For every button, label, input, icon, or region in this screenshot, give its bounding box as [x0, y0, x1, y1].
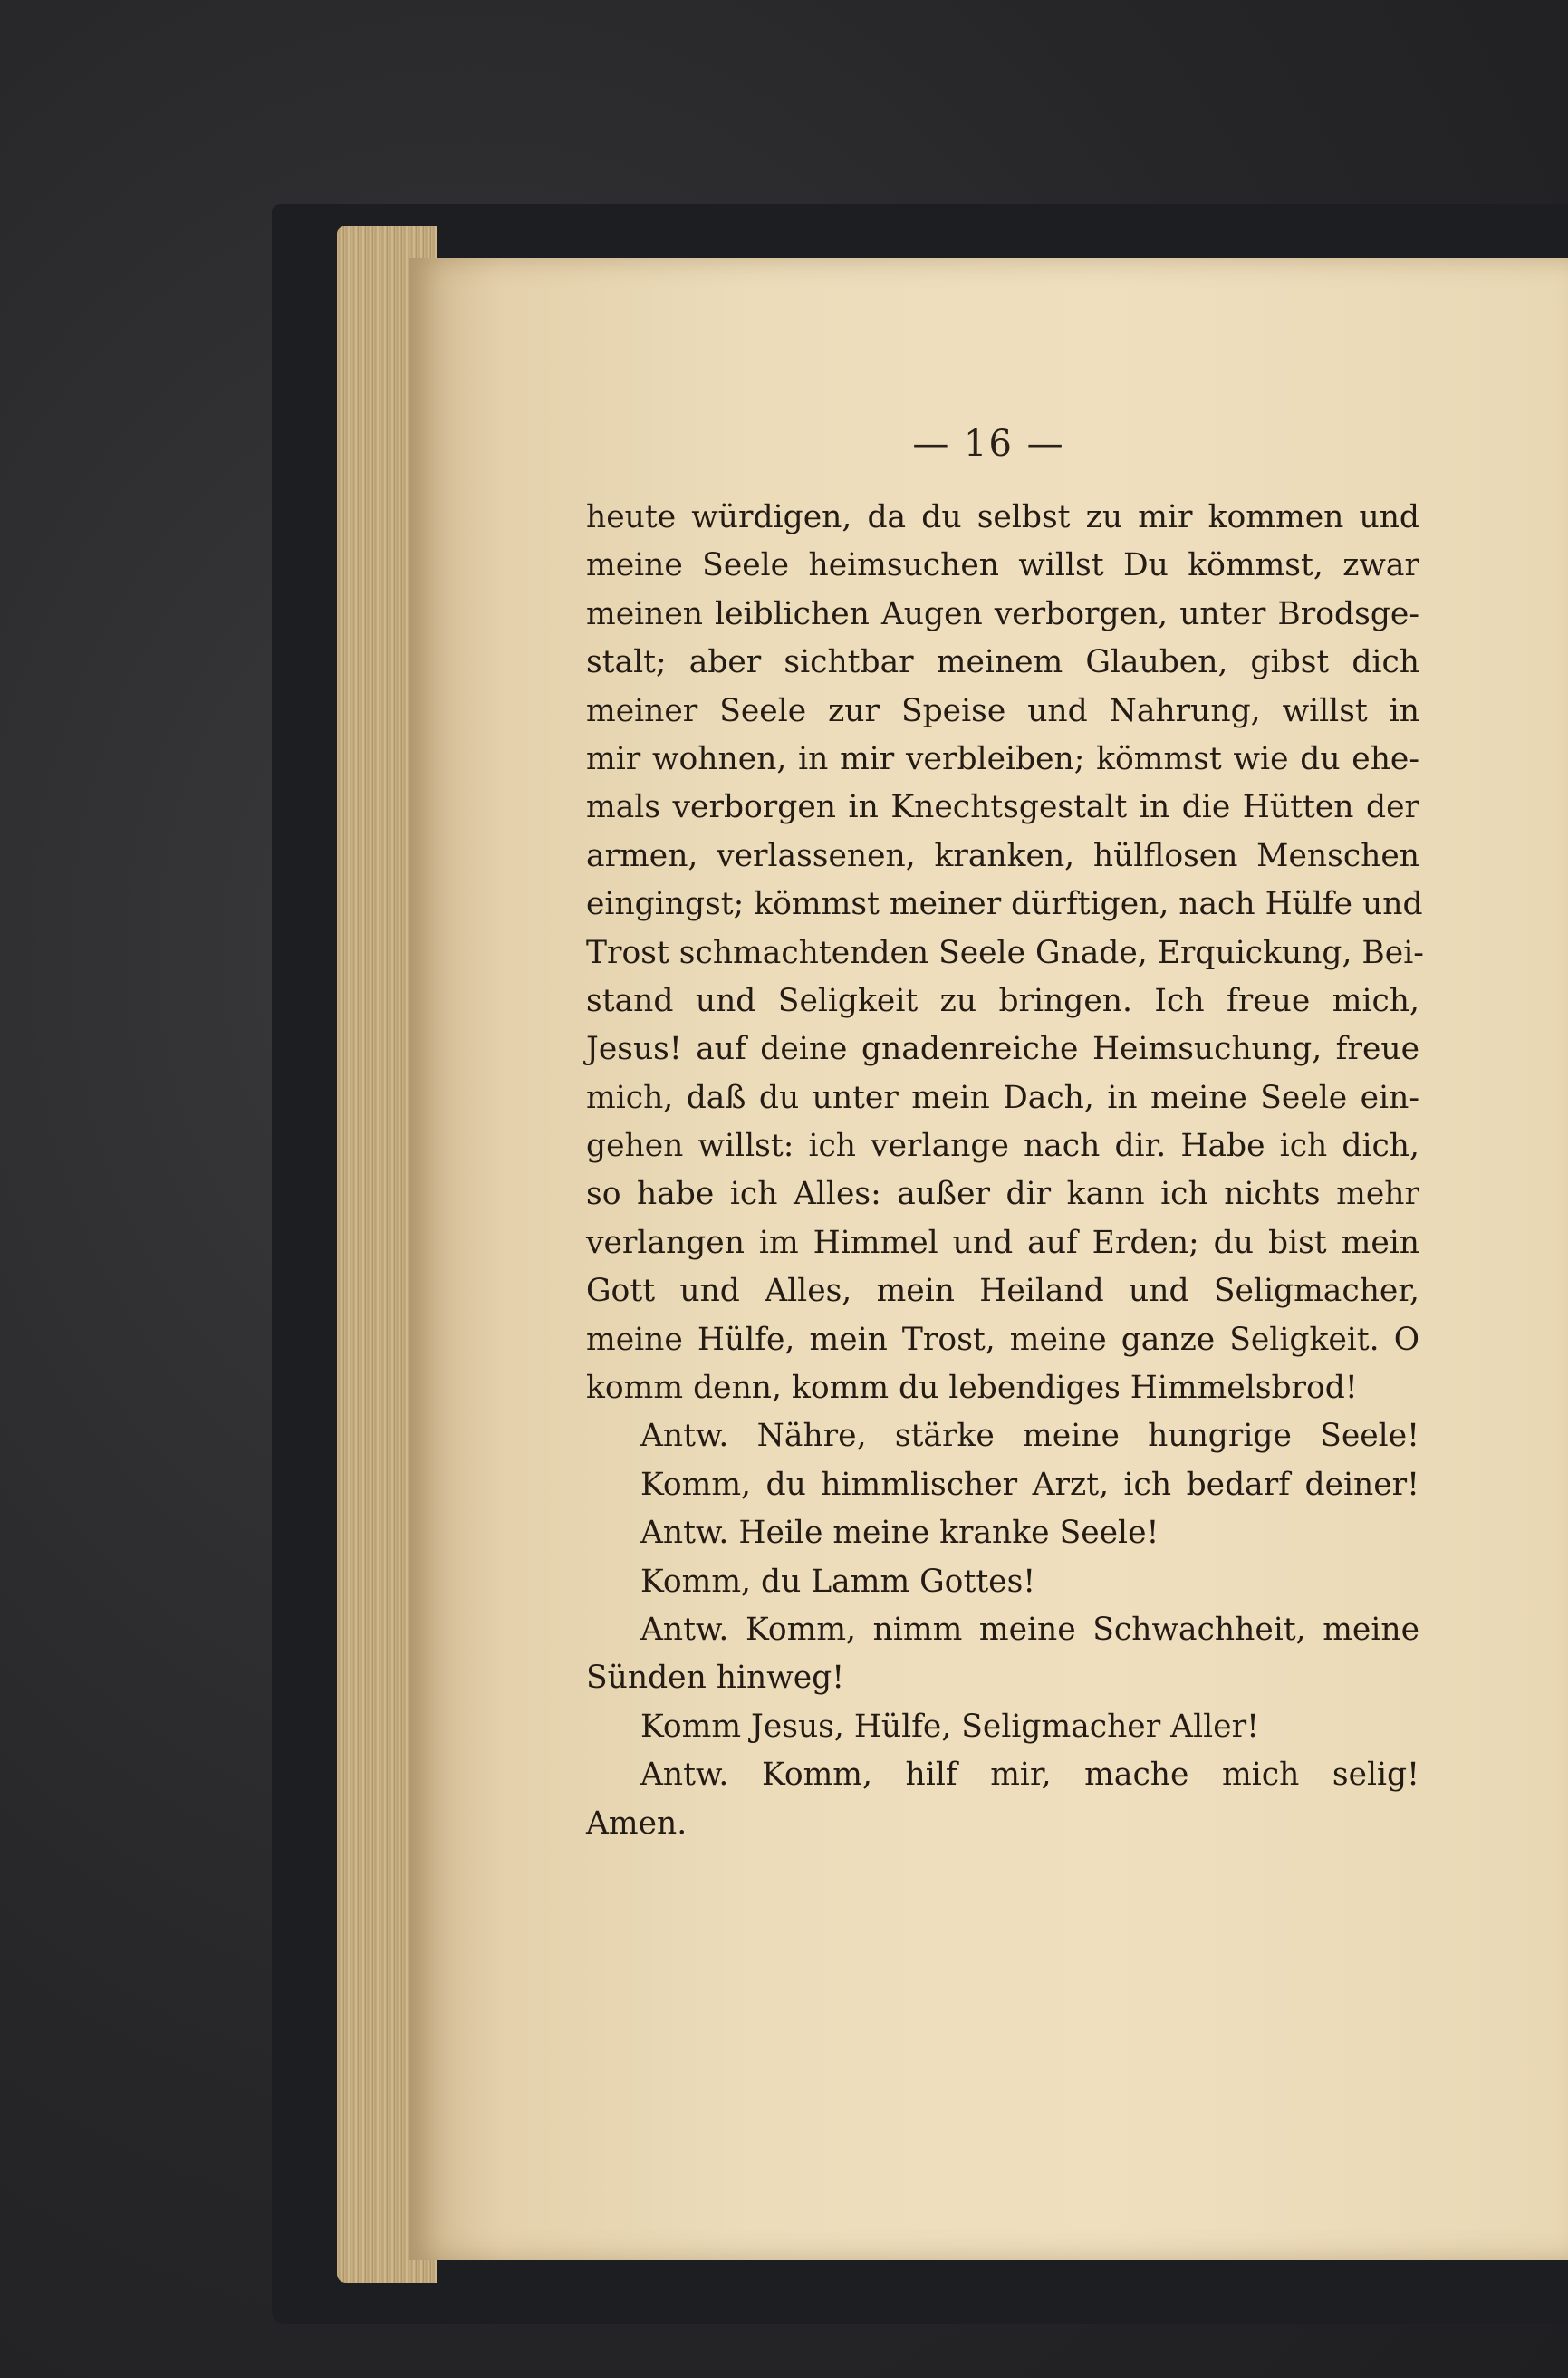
book-page — [409, 258, 1568, 2260]
prayer-line: Komm, du himmlischer Arzt, ich bedarf deiner! — [640, 1466, 1419, 1503]
text-line: Gott und Alles, mein Heiland und Seligmacher, — [586, 1273, 1419, 1310]
prayer-line: Komm Jesus, Hülfe, Seligmacher Aller! — [640, 1708, 1259, 1745]
response-line-continued: Sünden hinweg! — [586, 1660, 845, 1697]
text-line: meine Hülfe, mein Trost, meine ganze Seligkeit. O — [586, 1321, 1419, 1358]
text-line: meine Seele heimsuchen willst Du kömmst, zwar — [586, 547, 1419, 584]
text-line: komm denn, komm du lebendiges Himmelsbrod! — [586, 1370, 1358, 1407]
page-number: — 16 — — [912, 423, 1065, 465]
prayer-line: Komm, du Lamm Gottes! — [640, 1563, 1036, 1600]
text-line: stand und Seligkeit zu bringen. Ich freue mich, — [586, 982, 1419, 1019]
body-text — [586, 494, 1424, 1848]
response-line: Antw. Nähre, stärke meine hungrige Seele! — [640, 1418, 1419, 1455]
text-line: stalt; aber sichtbar meinem Glauben, gibst dich — [586, 644, 1419, 681]
text-line: mir wohnen, in mir verbleiben; kömmst wie du ehe- — [586, 740, 1419, 777]
text-line: heute würdigen, da du selbst zu mir kommen und — [586, 499, 1419, 535]
text-line: armen, verlassenen, kranken, hülflosen Menschen — [586, 837, 1419, 874]
text-line: mich, daß du unter mein Dach, in meine Seele ein- — [586, 1079, 1419, 1116]
text-line: so habe ich Alles: außer dir kann ich nichts mehr — [586, 1176, 1419, 1213]
text-line: eingingst; kömmst meiner dürftigen, nach Hülfe und — [586, 886, 1423, 923]
amen-line: Amen. — [586, 1805, 688, 1842]
response-line: Antw. Komm, nimm meine Schwachheit, meine — [640, 1611, 1419, 1648]
text-line: Trost schmachtenden Seele Gnade, Erquickung, Bei- — [586, 934, 1424, 971]
text-line: verlangen im Himmel und auf Erden; du bist mein — [586, 1224, 1419, 1261]
text-line: meiner Seele zur Speise und Nahrung, willst in — [586, 692, 1419, 729]
text-line: meinen leiblichen Augen verborgen, unter Brodsge- — [586, 595, 1419, 632]
response-line: Antw. Komm, hilf mir, mache mich selig! — [640, 1757, 1419, 1794]
text-line: gehen willst: ich verlange nach dir. Habe ich dich, — [586, 1128, 1419, 1165]
text-line: mals verborgen in Knechtsgestalt in die Hütten der — [586, 789, 1419, 826]
text-line: Jesus! auf deine gnadenreiche Heimsuchung, freue — [586, 1031, 1419, 1068]
response-line: Antw. Heile meine kranke Seele! — [640, 1515, 1159, 1552]
